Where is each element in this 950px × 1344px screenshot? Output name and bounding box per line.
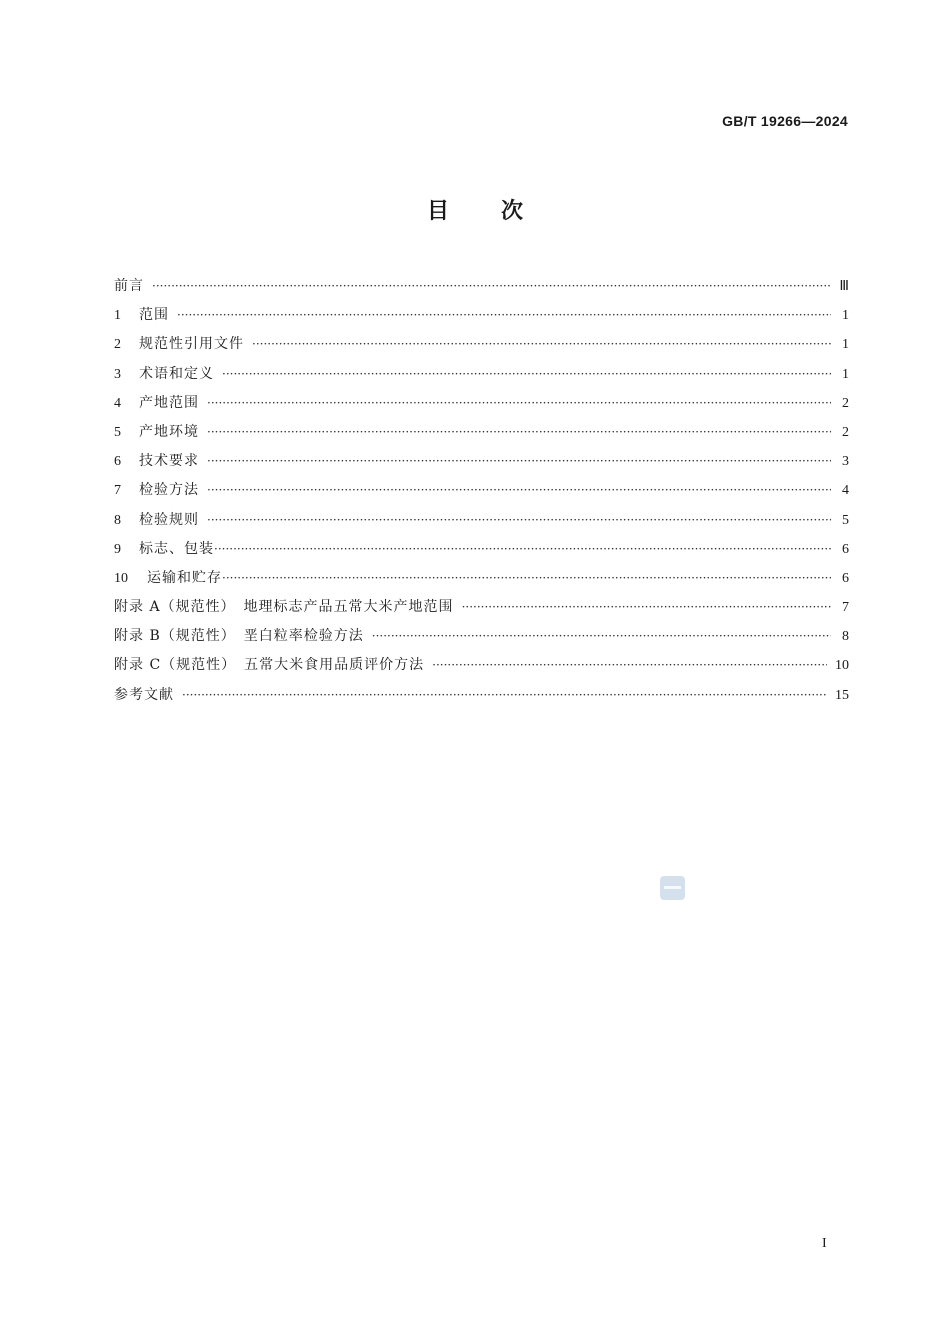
toc-label: 前言: [114, 278, 144, 294]
toc-leader: [372, 622, 831, 651]
toc-label: 技术要求: [139, 453, 199, 470]
toc-entry-7[interactable]: [114, 476, 849, 505]
toc-number: 10: [114, 570, 128, 586]
title-char-1: 目: [426, 199, 449, 224]
toc-page: 8: [842, 629, 849, 645]
toc-page: 1: [842, 366, 849, 382]
toc-entry-1[interactable]: [114, 301, 849, 330]
toc-page: 5: [842, 512, 849, 528]
toc-page: 2: [842, 424, 849, 440]
toc-label: 产地范围: [139, 394, 199, 411]
toc-entry-3[interactable]: [114, 360, 849, 389]
page-number: I: [822, 1236, 827, 1251]
toc-page: 2: [842, 395, 849, 411]
toc-entry-9[interactable]: [114, 535, 849, 564]
toc-label: 附录 B（规范性） 垩白粒率检验方法: [114, 628, 364, 645]
toc-page: 6: [842, 541, 849, 557]
table-of-contents: [114, 272, 849, 710]
toc-entry-2[interactable]: [114, 330, 849, 359]
toc-entry-annex-c[interactable]: [114, 651, 849, 680]
toc-label: 产地环境: [139, 423, 199, 440]
toc-entry-annex-a[interactable]: [114, 593, 849, 622]
toc-leader: [207, 447, 831, 476]
toc-entry-annex-b[interactable]: [114, 622, 849, 651]
toc-page: 10: [835, 658, 849, 674]
toc-page: 1: [842, 308, 849, 324]
standard-number: GB/T 19266—2024: [722, 113, 848, 129]
toc-number: 2: [114, 337, 121, 353]
toc-number: 1: [114, 308, 121, 324]
toc-label: 运输和贮存: [147, 569, 222, 586]
toc-number: 3: [114, 366, 121, 382]
toc-leader: [214, 535, 831, 564]
toc-label: 标志、包装: [139, 540, 214, 557]
toc-number: 8: [114, 512, 121, 528]
toc-number: 9: [114, 541, 121, 557]
toc-label: 术语和定义: [139, 365, 214, 382]
toc-entry-bibliography[interactable]: [114, 681, 849, 710]
toc-leader: [177, 301, 831, 330]
toc-number: 5: [114, 424, 121, 440]
page-title: [0, 194, 950, 225]
toc-label: 参考文献: [114, 686, 174, 703]
toc-leader: [207, 389, 831, 418]
toc-leader: [432, 651, 827, 680]
toc-leader: [222, 360, 831, 389]
toc-leader: [252, 330, 831, 359]
toc-entry-8[interactable]: [114, 506, 849, 535]
toc-label: 规范性引用文件: [139, 336, 244, 353]
toc-label: 检验方法: [139, 482, 199, 499]
toc-page: 1: [842, 337, 849, 353]
toc-label: 检验规则: [139, 511, 199, 528]
toc-leader: [152, 272, 831, 301]
toc-label: 附录 A（规范性） 地理标志产品五常大米产地范围: [114, 599, 454, 616]
toc-entry-foreword[interactable]: [114, 272, 849, 301]
toc-number: 7: [114, 483, 121, 499]
toc-page: 3: [842, 454, 849, 470]
title-char-2: 次: [501, 199, 524, 224]
toc-leader: [182, 681, 827, 710]
toc-leader: [207, 476, 831, 505]
toc-label: 附录 C（规范性） 五常大米食用品质评价方法: [114, 657, 425, 674]
toc-number: 4: [114, 395, 121, 411]
watermark-logo: [660, 876, 685, 900]
toc-leader: [207, 418, 831, 447]
toc-entry-5[interactable]: [114, 418, 849, 447]
toc-label: 范围: [139, 307, 169, 324]
toc-entry-4[interactable]: [114, 389, 849, 418]
toc-leader: [207, 506, 831, 535]
toc-entry-10[interactable]: [114, 564, 849, 593]
toc-entry-6[interactable]: [114, 447, 849, 476]
toc-page: Ⅲ: [839, 279, 849, 294]
toc-leader: [222, 564, 831, 593]
toc-leader: [462, 593, 831, 622]
toc-page: 7: [842, 600, 849, 616]
toc-number: 6: [114, 454, 121, 470]
toc-page: 4: [842, 483, 849, 499]
toc-page: 15: [835, 687, 849, 703]
toc-page: 6: [842, 570, 849, 586]
